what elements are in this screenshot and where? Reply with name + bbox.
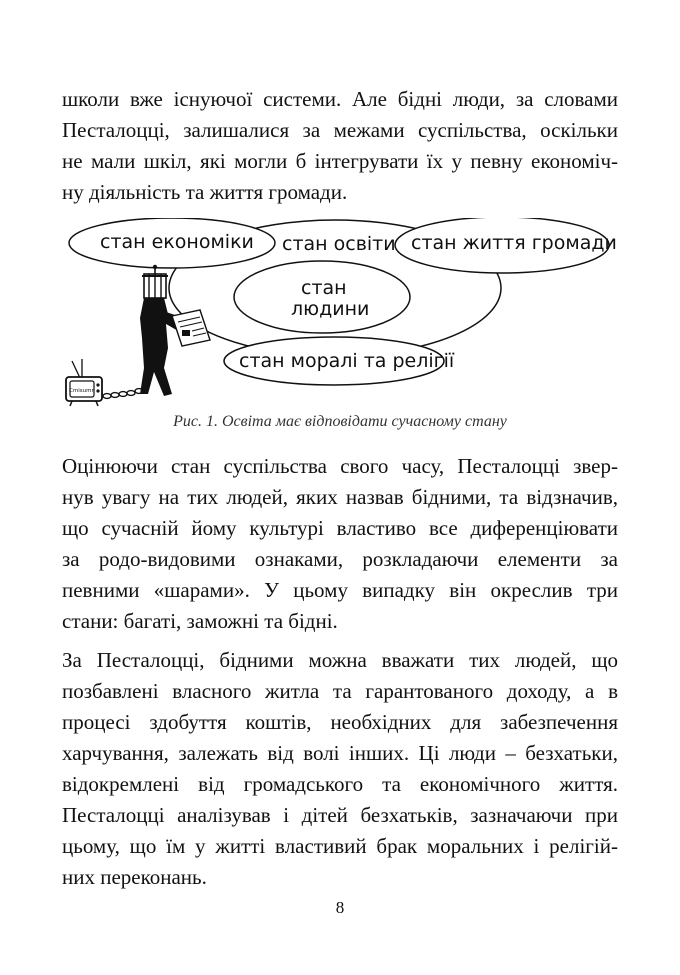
paragraph-3-line: них переконань. [62, 865, 207, 889]
paragraph-2-line: що сучасній йому культурі властиво все диференціювати [62, 516, 618, 540]
oval-education-label: стан освіти [282, 233, 396, 255]
paragraph-3-line: процесі здобуття коштів, необхідних для забезпечення [62, 710, 618, 734]
paragraph-3-line: відокремлені від громадського та економічного життя. [62, 772, 618, 796]
paragraph-1-line: школи вже існуючої системи. Але бідні люди, за словами [62, 87, 618, 111]
page-number: 8 [335, 898, 345, 917]
paragraph-3-line: цьому, що їм у житті властивий брак моральних і релігій- [62, 834, 618, 858]
paragraph-2-line: стани: багаті, заможні та бідні. [62, 609, 338, 633]
chain-illustration [103, 389, 143, 399]
paragraph-2-line: Оцінюючи стан суспільства свого часу, Песталоцці звер- [62, 454, 618, 478]
oval-person-label-line2: людини [291, 298, 370, 320]
paragraph-2-line: за родо-видовими ознаками, розкладаючи елементи за [62, 547, 618, 571]
figure-diagram [60, 218, 620, 418]
paragraph-2 [62, 451, 618, 637]
oval-community-label: стан життя громади [411, 232, 617, 254]
svg-text:Cmisumn: Cmisumn [69, 388, 95, 394]
newspaper-illustration [172, 310, 210, 346]
paragraph-1-line: ну діяльність та життя громади. [62, 180, 348, 204]
paragraph-1 [62, 84, 618, 208]
paragraph-1-line: не мали шкіл, які могли б інтегрувати їх у певну економіч- [62, 149, 618, 173]
paragraph-1-line: Песталоцці, залишалися за межами суспільства, оскільки [62, 118, 618, 142]
paragraph-3-line: позбавлені власного житла та гарантованого доходу, а в [62, 679, 618, 703]
tv-illustration [66, 359, 102, 406]
figure-caption: Рис. 1. Освіта має відповідати сучасному стану [173, 413, 507, 430]
paragraph-2-line: певними «шарами». У цьому випадку він окреслив три [62, 578, 618, 602]
oval-person-label-line1: стан [301, 277, 347, 299]
paragraph-3-line: Песталоцці аналізував і дітей безхатьків, зазначаючи при [62, 803, 618, 827]
paragraph-2-line: нув увагу на тих людей, яких назвав бідними, та відзначив, [62, 485, 618, 509]
oval-economy-label: стан економіки [100, 231, 254, 253]
paragraph-3 [62, 645, 618, 893]
paragraph-3-line: харчування, залежать від волі інших. Ці люди – безхатьки, [62, 741, 618, 765]
paragraph-3-line: За Песталоцці, бідними можна вважати тих людей, що [62, 648, 618, 672]
oval-morality-label: стан моралі та релігії [239, 350, 455, 372]
